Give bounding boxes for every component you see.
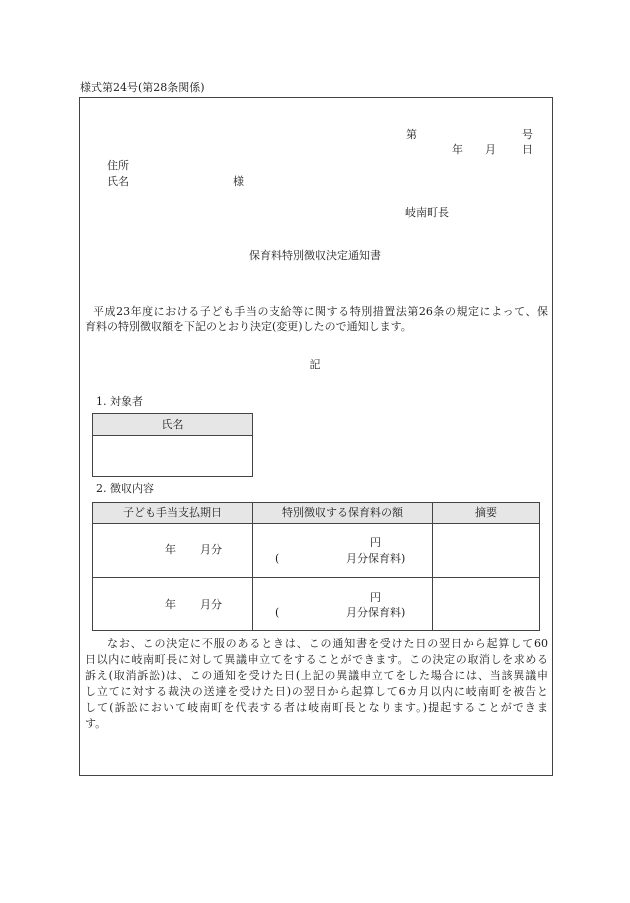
- address-label: 住所: [107, 159, 129, 172]
- notice-line: 訴え(取消訴訟)は、この通知を受けた日(上記の異議申立てをした場合には、当該異議申: [85, 669, 548, 682]
- date-year-label: 年: [452, 143, 463, 156]
- section2-heading: 2. 徴収内容: [96, 482, 154, 495]
- column-header-payment-date: 子ども手当支払期日: [93, 503, 253, 524]
- payment-date-cell: [93, 524, 253, 578]
- notice-line: す。: [85, 717, 107, 730]
- issuer: 岐南町長: [405, 206, 449, 219]
- date-day-label: 日: [522, 143, 533, 156]
- subject-table-header: 氏名: [93, 414, 252, 436]
- subject-table: [92, 413, 253, 477]
- notice-line: して(訴訟において岐南町を代表する者は岐南町長となります。)提起することができま: [85, 701, 548, 714]
- year-label: 年: [165, 598, 176, 611]
- honorific: 様: [233, 175, 244, 188]
- notice-line: なお、この決定に不服のあるときは、この通知書を受けた日の翌日から起算して60: [107, 637, 548, 650]
- column-header-fee-amount: 特別徴収する保育料の額: [253, 503, 433, 524]
- number-prefix: 第: [406, 128, 417, 141]
- paren-open: (: [275, 606, 280, 619]
- document-title: 保育料特別徴収決定通知書: [249, 249, 381, 262]
- remarks-cell: [433, 524, 539, 578]
- paren-open: (: [275, 552, 280, 565]
- yen-label: 円: [370, 536, 381, 549]
- year-label: 年: [165, 543, 176, 556]
- month-fee-label: 月分保育料): [346, 606, 406, 619]
- month-label: 月分: [200, 598, 222, 611]
- notice-line: 日以内に岐南町長に対して異議申立てをすることができます。この決定の取消しを求める: [85, 653, 548, 666]
- notice-line: し立てに対する裁決の送達を受けた日)の翌日から起算して6カ月以内に岐南町を被告と: [85, 685, 548, 698]
- column-header-remarks: 摘要: [433, 503, 539, 524]
- form-number: 様式第24号(第28条関係): [80, 81, 205, 94]
- name-label: 氏名: [107, 175, 129, 188]
- remarks-cell: [433, 578, 539, 630]
- fee-amount-cell: [253, 524, 433, 578]
- payment-date-cell: [93, 578, 253, 630]
- number-suffix: 号: [522, 128, 533, 141]
- date-month-label: 月: [485, 143, 496, 156]
- intro-line: 平成23年度における子ども手当の支給等に関する特別措置法第26条の規定によって、保: [93, 305, 548, 318]
- month-label: 月分: [200, 543, 222, 556]
- fee-amount-cell: [253, 578, 433, 630]
- section1-heading: 1. 対象者: [96, 395, 143, 408]
- ki-heading: 記: [309, 358, 321, 371]
- yen-label: 円: [370, 591, 381, 604]
- intro-line: 育料の特別徴収額を下記のとおり決定(変更)したので通知します。: [85, 320, 412, 333]
- subject-name-cell: [93, 436, 252, 476]
- collection-table: [92, 502, 540, 631]
- month-fee-label: 月分保育料): [346, 552, 406, 565]
